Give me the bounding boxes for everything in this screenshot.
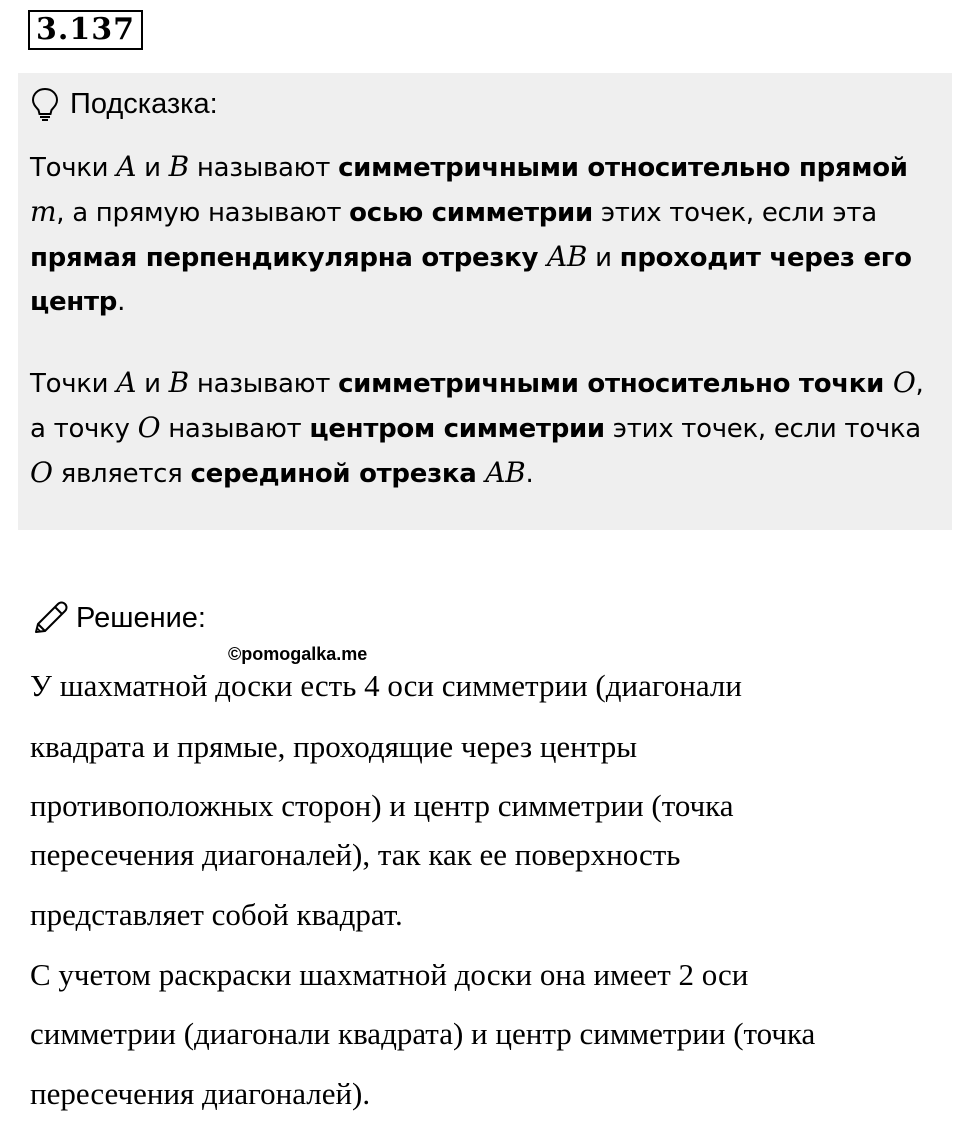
math-o: O xyxy=(892,366,916,399)
solution-line: У шахматной доски есть 4 оси симметрии (диагонали xyxy=(30,668,742,703)
solution-line: пересечения диагоналей). xyxy=(30,1076,371,1111)
term-symmetric-point: симметричными относительно точки xyxy=(338,369,893,399)
hint-paragraph-point-symmetry: Точки A и B называют симметричными относительно точки O, а точку O называют центром симметрии этих точек, если точка O является серединой отрезка AB. xyxy=(30,366,924,489)
math-b: B xyxy=(168,150,189,183)
solution-header xyxy=(30,596,206,640)
math-ab: AB xyxy=(485,456,526,489)
term-through-center: проходит через его центр xyxy=(30,243,912,317)
term-symmetric-line: симметричными относительно прямой xyxy=(338,153,908,183)
math-ab: AB xyxy=(546,240,588,273)
solution-line: квадрата и прямые, проходящие через центры xyxy=(30,729,638,764)
math-a: A xyxy=(116,366,137,399)
solution-line: симметрии (диагонали квадрата) и центр симметрии (точка xyxy=(30,1016,816,1051)
term-center: центром симметрии xyxy=(309,414,605,444)
solution-line: С учетом раскраски шахматной доски она имеет 2 оси xyxy=(30,957,749,992)
problem-number: 3.137 xyxy=(28,10,143,50)
hint-header xyxy=(30,84,218,124)
term-midpoint: серединой отрезка xyxy=(190,459,486,489)
solution-line: представляет собой квадрат. xyxy=(30,897,403,932)
solution-line: пересечения диагоналей), так как ее поверхность xyxy=(30,837,681,872)
solution-line: противоположных сторон) и центр симметрии (точка xyxy=(30,788,734,823)
math-m: m xyxy=(30,195,57,228)
hint-title: Подсказка: xyxy=(70,87,218,120)
math-o: O xyxy=(30,456,53,489)
lightbulb-icon xyxy=(30,87,60,121)
math-a: A xyxy=(116,150,137,183)
watermark: ©pomogalka.me xyxy=(228,644,368,664)
math-o: O xyxy=(137,411,161,444)
hint-paragraph-line-symmetry: Точки A и B называют симметричными относительно прямой m, а прямую называют осью симметрии этих точек, если эта прямая перпендикулярна отрезку AB и проходит через его центр. xyxy=(30,150,912,317)
pencil-icon xyxy=(30,598,70,638)
solution-title: Решение: xyxy=(76,601,206,634)
term-axis: осью симметрии xyxy=(349,198,593,228)
math-b: B xyxy=(168,366,189,399)
term-perpendicular: прямая перпендикулярна отрезку xyxy=(30,243,547,273)
